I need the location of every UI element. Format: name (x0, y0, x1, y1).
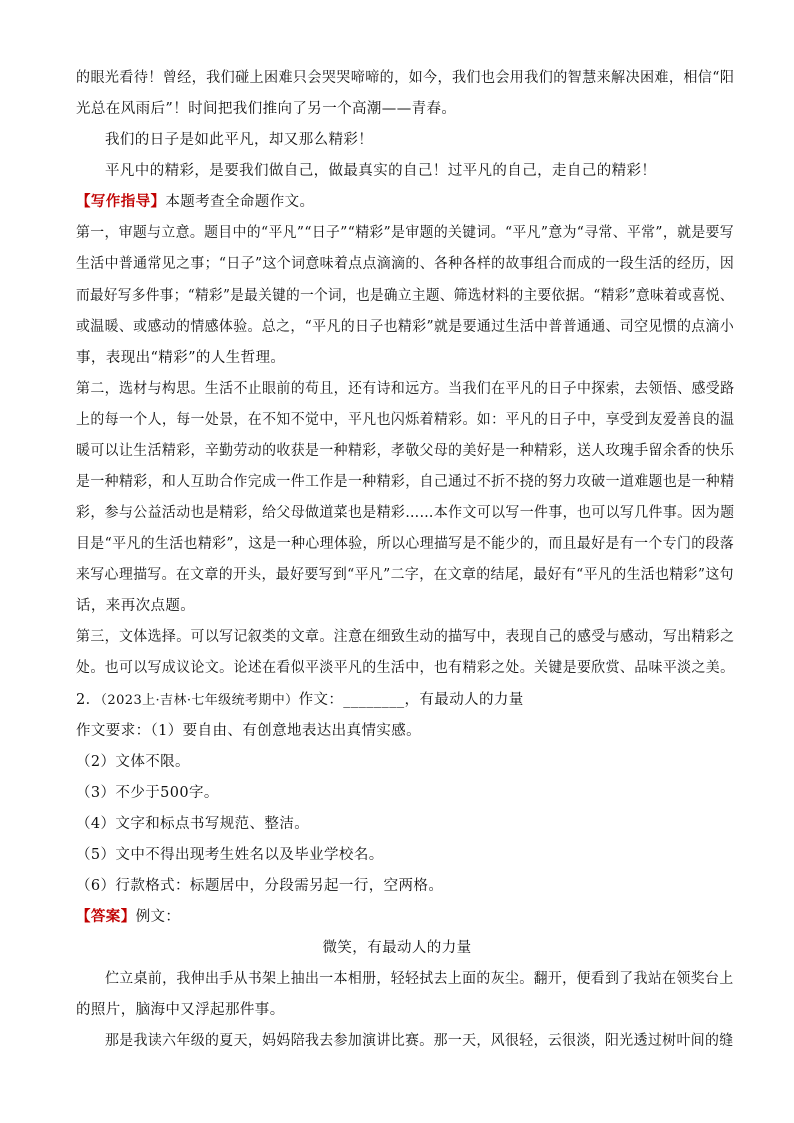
requirement-item: （6）行款格式：标题居中，分段需另起一行，空两格。 (76, 878, 444, 894)
point3-line: 第三，文体选择。可以写记叙类的文章。注意在细致生动的描写中，表现自己的感受与感动，写出精彩之 (76, 629, 735, 645)
requirements-intro: 作文要求：（1）要自由、有创意地表达出真情实感。 (76, 723, 422, 739)
point1-line: 事，表现出“精彩”的人生哲理。 (76, 350, 286, 366)
requirement-item: （5）文中不得出现考生姓名以及毕业学校名。 (76, 847, 384, 863)
para3: 平凡中的精彩，是要我们做自己，做最真实的自己！过平凡的自己，走自己的精彩！ (105, 163, 657, 179)
point2-line: 是一种精彩，和人互助合作完成一件工作是一种精彩，自己通过不折不挠的努力攻破一道难题也是一种精 (76, 474, 735, 490)
question-text: 作文：________，有最动人的力量 (298, 692, 524, 708)
writing-guide (76, 190, 314, 211)
para1-line2: 光总在风雨后”！时间把我们推向了另一个高潮——青春。 (76, 101, 457, 117)
requirement-item: （4）文字和标点书写规范、整洁。 (76, 816, 310, 832)
point1-line: 而最好写多件事；“精彩”是最关键的一个词，也是确立主题、筛选材料的主要依据。“精彩”意味着或喜悦、 (76, 288, 734, 304)
point2-line: 上的每一个人，每一处景，在不知不觉中，平凡也闪烁着精彩。如：平凡的日子中，享受到友爱善良的温 (76, 412, 735, 428)
essay-para2-line1: 那是我读六年级的夏天，妈妈陪我去参加演讲比赛。那一天，风很轻，云很淡，阳光透过树叶间的缝 (105, 1033, 734, 1049)
point1-line: 第一，审题与立意。题目中的“平凡”“日子”“精彩”是审题的关键词。“平凡”意为“寻常、平常”，就是要写 (76, 225, 735, 241)
point2-line: 目是“平凡的生活也精彩”，这是一种心理体验，所以心理描写是不能少的，而且最好是有一个专门的段落 (76, 536, 735, 552)
question-number: 2． (76, 692, 101, 708)
point2-line: 话，来再次点题。 (76, 598, 196, 614)
answer (76, 905, 180, 926)
guide-label: 【写作指导】 (76, 193, 166, 210)
requirement-item: （3）不少于500字。 (76, 785, 219, 801)
requirement-item: （2）文体不限。 (76, 754, 190, 770)
guide-text: 本题考查全命题作文。 (165, 194, 315, 210)
essay-para1-line1: 伫立桌前，我伸出手从书架上抽出一本相册，轻轻拭去上面的灰尘。翻开，便看到了我站在领奖台上 (105, 971, 734, 987)
answer-label: 【答案】 (76, 908, 136, 925)
point2-line: 第二，选材与构思。生活不止眼前的苟且，还有诗和远方。当我们在平凡的日子中探索，去领悟、感受路 (76, 381, 735, 397)
question-source: （2023上·吉林·七年级统考期中） (100, 693, 299, 708)
essay-title: 微笑，有最动人的力量 (322, 940, 472, 956)
essay-para1-line2: 的照片，脑海中又浮起那件事。 (76, 1002, 285, 1018)
point2-line: 暖可以让生活精彩，辛勤劳动的收获是一种精彩，孝敬父母的美好是一种精彩，送人玫瑰手留余香的快乐 (76, 443, 735, 459)
para1-line1: 的眼光看待！曾经，我们碰上困难只会哭哭啼啼的，如今，我们也会用我们的智慧来解决困难，相信“阳 (76, 70, 735, 86)
question-2 (76, 688, 524, 709)
point3-line: 处。也可以写成议论文。论述在看似平淡平凡的生活中，也有精彩之处。关键是要欣赏、品味平淡之美。 (76, 660, 735, 676)
para2: 我们的日子是如此平凡，却又那么精彩！ (105, 132, 374, 148)
point1-line: 生活中普通常见之事；“日子”这个词意味着点点滴滴的、各种各样的故事组合而成的一段生活的经历，因 (76, 256, 735, 272)
answer-text: 例文： (135, 909, 181, 925)
point1-line: 或温暖、或感动的情感体验。总之，“平凡的日子也精彩”就是要通过生活中普普通通、司空见惯的点滴小 (76, 319, 735, 335)
point2-line: 彩，参与公益活动也是精彩，给父母做道菜也是精彩……本作文可以写一件事，也可以写几件事。因为题 (76, 505, 735, 521)
point2-line: 来写心理描写。在文章的开头，最好要写到“平凡”二字，在文章的结尾，最好有“平凡的生活也精彩”这句 (76, 567, 734, 583)
